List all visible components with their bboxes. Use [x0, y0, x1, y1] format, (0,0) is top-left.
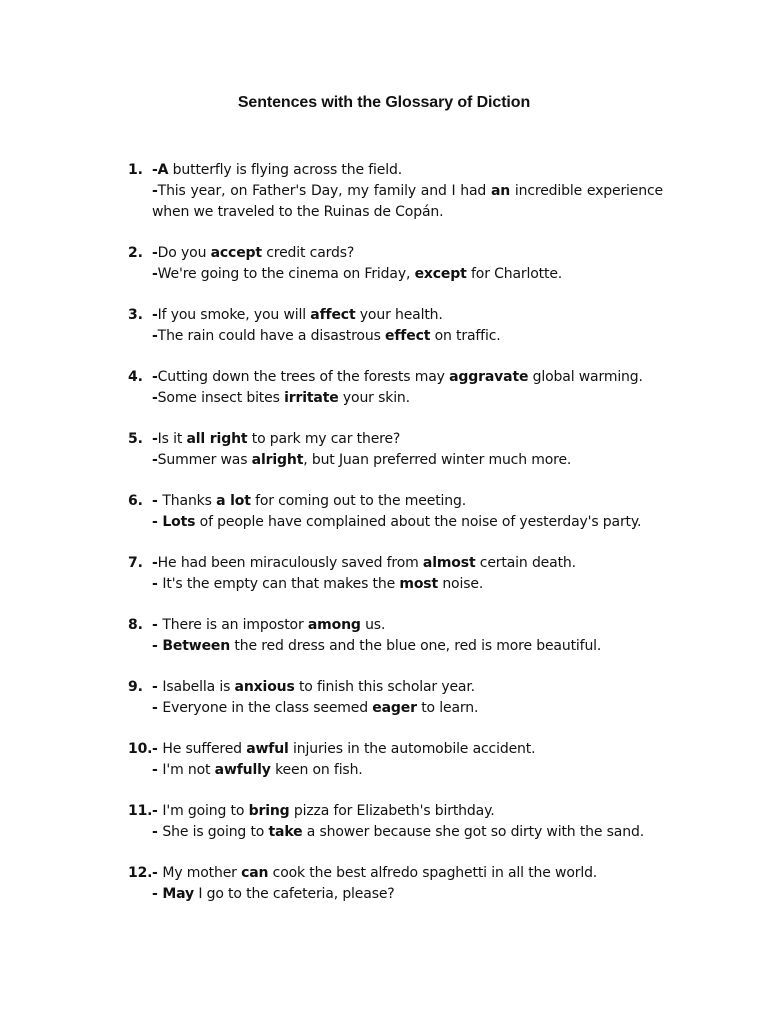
key-word: a lot: [216, 493, 251, 509]
sentence-text: He suffered: [162, 741, 247, 757]
key-word: -: [152, 183, 158, 199]
item-number: 2.: [128, 245, 143, 261]
item-sentences: [152, 491, 663, 533]
key-word: almost: [422, 555, 476, 571]
sentence-text: to finish this scholar year.: [294, 679, 475, 695]
item-sentences: [152, 553, 663, 595]
key-word: aggravate: [449, 369, 529, 385]
key-word: except: [414, 266, 467, 282]
item-number: 10.: [128, 741, 153, 757]
list-item: [128, 863, 663, 905]
list-item: [128, 429, 663, 471]
key-word: -: [152, 576, 163, 592]
sentence-text: to learn.: [416, 700, 479, 716]
sentence-text: Everyone in the class seemed: [162, 700, 373, 716]
key-word: irritate: [284, 390, 339, 406]
sentence-text: Isabella is: [162, 679, 235, 695]
sentence: [152, 615, 663, 636]
document-title: Sentences with the Glossary of Diction: [237, 94, 531, 111]
sentence: [152, 512, 663, 533]
sentence-text: Do you: [157, 245, 211, 261]
sentence-text: I'm going to: [162, 803, 249, 819]
list-item: [128, 553, 663, 595]
item-number: 7.: [128, 555, 143, 571]
key-word: -: [152, 369, 158, 385]
sentence-text: cook the best alfredo spaghetti in all the world.: [268, 865, 598, 881]
key-word: -: [152, 679, 163, 695]
key-word: -: [152, 865, 163, 881]
sentence-text: your skin.: [338, 390, 410, 406]
sentence: [152, 305, 663, 326]
sentence-text: global warming.: [528, 369, 643, 385]
sentence: [152, 698, 663, 719]
sentence: [152, 243, 663, 264]
key-word: awfully: [214, 762, 271, 778]
key-word: -: [152, 555, 158, 571]
key-word: affect: [310, 307, 356, 323]
sentence-text: I go to the cafeteria, please?: [194, 886, 395, 902]
item-sentences: [152, 160, 663, 223]
key-word: anxious: [234, 679, 295, 695]
sentence-text: The rain could have a disastrous: [157, 328, 386, 344]
sentence-list: [128, 160, 663, 925]
key-word: -: [152, 824, 163, 840]
list-item: [128, 305, 663, 347]
key-word: -: [152, 617, 163, 633]
key-word: -: [152, 328, 158, 344]
sentence-text: Summer was: [157, 452, 252, 468]
item-sentences: [152, 243, 663, 285]
key-word: among: [307, 617, 361, 633]
item-number: 1.: [128, 162, 143, 178]
sentence: [152, 884, 663, 905]
key-word: alright: [251, 452, 304, 468]
sentence: [152, 739, 663, 760]
item-number: 9.: [128, 679, 143, 695]
key-word: -: [152, 431, 158, 447]
sentence-text: Cutting down the trees of the forests may: [157, 369, 450, 385]
list-item: [128, 243, 663, 285]
key-word: eager: [372, 700, 417, 716]
item-sentences: [152, 367, 663, 409]
key-word: take: [268, 824, 303, 840]
key-word: -: [152, 390, 158, 406]
key-word: all right: [186, 431, 248, 447]
sentence-text: , but Juan preferred winter much more.: [303, 452, 572, 468]
key-word: an: [490, 183, 511, 199]
list-item: [128, 491, 663, 533]
sentence-text: My mother: [162, 865, 242, 881]
sentence: [152, 450, 663, 471]
key-word: -: [152, 493, 163, 509]
item-sentences: [152, 739, 663, 781]
key-word: accept: [210, 245, 262, 261]
item-number: 3.: [128, 307, 143, 323]
key-word: bring: [248, 803, 290, 819]
sentence: [152, 760, 663, 781]
sentence: [152, 822, 663, 843]
item-number: 6.: [128, 493, 143, 509]
list-item: [128, 739, 663, 781]
item-number: 4.: [128, 369, 143, 385]
sentence: [152, 264, 663, 285]
sentence: [152, 801, 663, 822]
item-number: 11.: [128, 803, 153, 819]
sentence-text: on traffic.: [430, 328, 501, 344]
sentence-text: We're going to the cinema on Friday,: [157, 266, 415, 282]
key-word: effect: [385, 328, 431, 344]
item-number: 5.: [128, 431, 143, 447]
item-sentences: [152, 801, 663, 843]
sentence-text: Some insect bites: [157, 390, 285, 406]
key-word: -: [152, 307, 158, 323]
sentence-text: It's the empty can that makes the: [162, 576, 400, 592]
item-number: 12.: [128, 865, 153, 881]
item-sentences: [152, 429, 663, 471]
sentence-text: us.: [360, 617, 386, 633]
key-word: can: [241, 865, 269, 881]
sentence-text: of people have complained about the noise of yesterday's party.: [195, 514, 642, 530]
key-word: -: [152, 452, 158, 468]
sentence-text: injuries in the automobile accident.: [288, 741, 536, 757]
sentence: [152, 491, 663, 512]
sentence-text: pizza for Elizabeth's birthday.: [289, 803, 495, 819]
sentence-text: a shower because she got so dirty with the sand.: [302, 824, 644, 840]
key-word: -: [152, 266, 158, 282]
key-word: -: [152, 700, 163, 716]
sentence-text: She is going to: [162, 824, 269, 840]
key-word: -: [152, 245, 158, 261]
sentence-text: He had been miraculously saved from: [157, 555, 423, 571]
sentence: [152, 677, 663, 698]
item-sentences: [152, 615, 663, 657]
sentence: [152, 574, 663, 595]
sentence-text: Thanks: [162, 493, 217, 509]
sentence: [152, 367, 663, 388]
sentence: [152, 326, 663, 347]
sentence-text: noise.: [438, 576, 484, 592]
list-item: [128, 615, 663, 657]
sentence-text: to park my car there?: [247, 431, 401, 447]
sentence-text: credit cards?: [261, 245, 355, 261]
sentence-text: This year, on Father's Day, my family and I had: [157, 183, 491, 199]
key-word: -A: [152, 162, 169, 178]
item-sentences: [152, 305, 663, 347]
sentence-text: There is an impostor: [162, 617, 308, 633]
sentence: [152, 160, 663, 181]
sentence-text: certain death.: [475, 555, 576, 571]
key-word: -: [152, 803, 163, 819]
sentence: [152, 181, 663, 223]
sentence-text: butterfly is flying across the field.: [168, 162, 403, 178]
sentence-text: incredible experience when we traveled to the Ruinas de Copán.: [152, 183, 663, 220]
sentence: [152, 388, 663, 409]
list-item: [128, 160, 663, 223]
key-word: - Between: [152, 638, 231, 654]
sentence-text: the red dress and the blue one, red is more beautiful.: [230, 638, 602, 654]
list-item: [128, 801, 663, 843]
key-word: -: [152, 762, 163, 778]
sentence-text: your health.: [355, 307, 443, 323]
item-sentences: [152, 677, 663, 719]
sentence: [152, 863, 663, 884]
sentence-text: Is it: [157, 431, 187, 447]
sentence-text: If you smoke, you will: [157, 307, 311, 323]
sentence-text: keen on fish.: [270, 762, 363, 778]
sentence-text: for Charlotte.: [466, 266, 563, 282]
list-item: [128, 367, 663, 409]
sentence: [152, 429, 663, 450]
key-word: - May: [152, 886, 195, 902]
sentence-text: I'm not: [162, 762, 215, 778]
key-word: awful: [246, 741, 289, 757]
key-word: -: [152, 741, 163, 757]
list-item: [128, 677, 663, 719]
sentence: [152, 636, 663, 657]
sentence: [152, 553, 663, 574]
sentence-text: for coming out to the meeting.: [250, 493, 467, 509]
key-word: most: [399, 576, 439, 592]
key-word: - Lots: [152, 514, 196, 530]
item-number: 8.: [128, 617, 143, 633]
item-sentences: [152, 863, 663, 905]
